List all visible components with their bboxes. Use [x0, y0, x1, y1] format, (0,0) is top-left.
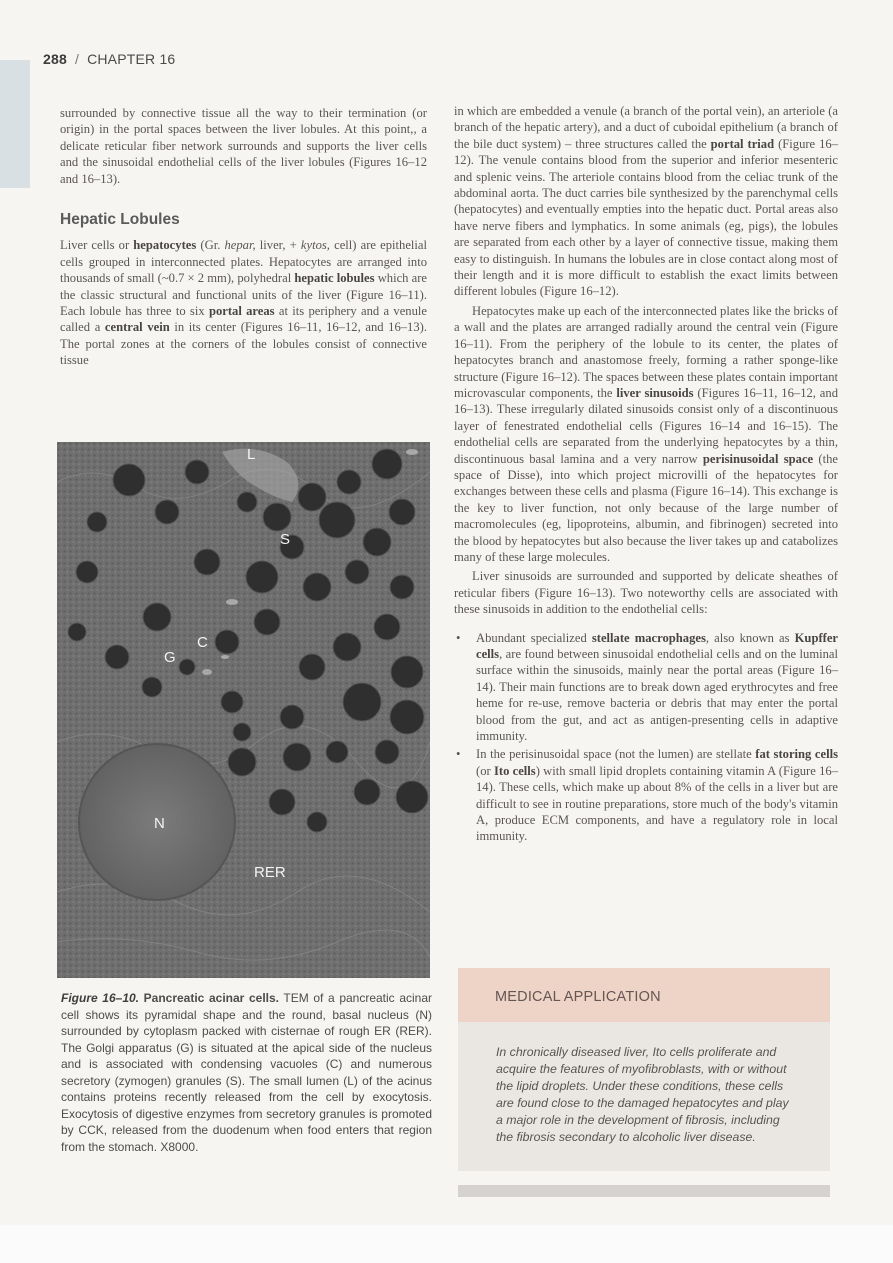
term-stellate-macrophages: stellate macrophages: [591, 630, 706, 645]
figure-caption: [61, 990, 432, 1155]
label-golgi: G: [164, 649, 176, 666]
list-item-kupffer: [454, 630, 838, 745]
text-run: Liver cells or: [60, 238, 134, 253]
term-ito-cells: Ito cells: [493, 763, 536, 778]
list-item-ito: [454, 746, 838, 844]
caption-text: TEM of a pancreatic acinar cell shows its pyramidal shape and the round, basal nucleus (N) surrounded by cytoplasm packed with cisternae of rough ER (RER). The Golgi apparatus (G) is situated at the apical side of the nucleus and is associated with condensing vacuoles (C) and numerous secretory (zymogen) granules (S). The small lumen (L) of the acinus contains proteins recently released from the cell by exocytosis. Exocytosis of digestive enzymes from secretory granules is promoted by CCK, released from the duodenum when food enters that region from the stomach. X8000.: [61, 991, 432, 1154]
box-footer-bar: [458, 1185, 830, 1197]
text-run: (the space of Disse), into which project microvilli of the hepatocytes for exchanges between these cells and plasma (Figure 16–14). This exchange is the key to liver function, not only because of the large number of macromolecules (eg, lipoproteins, albumin, and fibrinogen) secreted into the blood by hepatocytes but also because the liver takes up and catabolizes many of these large molecules.: [454, 451, 838, 564]
text-run: which are the classic structural and functional units of the liver (Figure 16–11). Each lobule has three to six: [60, 271, 428, 319]
tem-micrograph: [57, 442, 430, 978]
text-run: (Figures 16–11, 16–12, and 16–13). These irregularly dilated sinusoids consist only of a discontinuous layer of fenestrated endothelial cells (Figures 16–14 and 16–15). The endothelial cells are separated from the underlying hepatocytes by a thin, discontinuous basal lamina and a very narrow: [454, 385, 838, 466]
section-heading: Hepatic Lobules: [60, 211, 180, 229]
caption-title: Pancreatic acinar cells.: [143, 991, 279, 1005]
intro-paragraph: surrounded by connective tissue all the way to their termination (or origin) in the portal spaces between the liver lobules. At this point,, a delicate reticular fiber network surrounds and supports the liver cells and the sinusoidal endothelial cells of the liver lobules (Figures 16–12 and 16–13).: [60, 106, 427, 186]
medical-application-title: MEDICAL APPLICATION: [458, 968, 830, 1022]
label-condensing-vacuoles: C: [197, 634, 208, 651]
text-run: , also known as: [705, 630, 795, 645]
text-run: , are found between sinusoidal endothelial cells and on the luminal surface within the sinusoids, mainly near the portal areas (Figure 16–14). Their main functions are to break down aged erythrocytes and free heme for re-use, remove bacteria or debris that may enter the portal blood from the gut, and act as antigen-presenting cells in adaptive immunity.: [476, 647, 838, 744]
left-column: [60, 105, 427, 372]
text-run: (Figure 16–12). The venule contains blood from the superior and inferior mesenteric and splenic veins. The arteriole contains blood from the celiac trunk of the abdominal aorta. The duct carries bile synthesized by the parenchymal cells (hepatocytes) and eventually empties into the hepatic duct. Portal areas also have nerve fibers and lymphatics. In some animals (eg, pigs), the lobules are separated from each other by a layer of connective tissue, making them easy to distinguish. In humans the lobules are in close contact along most of their length and it is more difficult to establish the exact limits between different lobules (Figure 16–12).: [454, 136, 838, 299]
term-portal-triad: portal triad: [710, 136, 775, 151]
medical-application-box: [458, 968, 830, 1171]
text-run: in its center (Figures 16–11, 16–12, and 16–13). The portal zones at the corners of the lobules consist of connective tissue: [60, 320, 427, 368]
text-run: liver, +: [255, 238, 301, 253]
text-run: In the perisinusoidal space (not the lumen) are stellate: [476, 747, 756, 762]
text-run: in which are embedded a venule (a branch of the portal vein), an arteriole (a branch of the hepatic artery), and a duct of cuboidal epithelium (a branch of the bile duct system) – three structures called the: [454, 104, 838, 151]
label-rer: RER: [254, 864, 286, 881]
caption-label: Figure 16–10.: [61, 991, 140, 1005]
label-granules: S: [280, 531, 291, 548]
term-hepar: hepar,: [224, 238, 256, 253]
scan-margin: [0, 1225, 893, 1263]
term-central-vein: central vein: [104, 320, 170, 335]
portal-triad-paragraph: [454, 103, 838, 300]
text-run: Abundant specialized: [476, 630, 592, 645]
label-nucleus: N: [154, 815, 165, 832]
chapter-side-tab: [0, 60, 30, 188]
text-run: cell) are epithelial cells grouped in interconnected plates. Hepatocytes are arranged into thousands of small (~0.7 × 2 mm), polyhedral: [60, 238, 427, 286]
cell-type-list: [454, 630, 838, 845]
term-fat-storing-cells: fat storing cells: [755, 747, 839, 762]
text-run: at its periphery and a venule called a: [60, 304, 427, 335]
header-separator: /: [74, 51, 80, 67]
text-run: ) with small lipid droplets containing vitamin A (Figure 16–14). These cells, which make up about 8% of the cells in a liver but are difficult to see in routine preparations, store much of the body's vitamin A, produce ECM components, and have a regulatory role in local immunity.: [476, 763, 838, 844]
bullet-marker: •: [456, 630, 461, 645]
term-perisinusoidal-space: perisinusoidal space: [702, 451, 814, 466]
page-number: 288: [43, 51, 67, 67]
sinusoids-paragraph: [454, 303, 838, 566]
term-kupffer-cells: Kupffer cells: [476, 630, 839, 661]
text-run: (or: [476, 763, 494, 778]
term-liver-sinusoids: liver sinusoids: [616, 385, 694, 400]
text-run: (Gr.: [196, 238, 225, 253]
reticular-paragraph: Liver sinusoids are surrounded and supported by delicate sheathes of reticular fibers (Figure 16–13). Two noteworthy cells are associated with these sinusoids in addition to the endothelial cells:: [454, 569, 838, 617]
chapter-label: CHAPTER 16: [87, 51, 176, 67]
term-hepatocytes: hepatocytes: [133, 238, 197, 253]
term-kytos: kytos,: [300, 238, 330, 253]
right-column: [454, 103, 838, 847]
label-lumen: L: [247, 446, 256, 463]
term-portal-areas: portal areas: [208, 304, 275, 319]
text-run: Hepatocytes make up each of the interconnected plates like the bricks of a wall and the plates are arranged radially around the central vein (Figure 16–11). From the periphery of the lobule to its center, the plates of hepatocytes branch and anastomose freely, forming a rather sponge-like structure (Figure 16–12). The spaces between these plates contain important microvascular components, the: [454, 303, 838, 400]
medical-application-text: In chronically diseased liver, Ito cells proliferate and acquire the features of myofibroblasts, with or without the lipid droplets. Under these conditions, these cells are found close to the damaged hepatocytes and play a major role in the development of fibrosis, including the fibrosis secondary to alcoholic liver disease.: [496, 1045, 789, 1144]
bullet-marker: •: [456, 747, 461, 762]
term-hepatic-lobules: hepatic lobules: [294, 271, 375, 286]
running-header: [43, 51, 175, 67]
micrograph-image: [57, 442, 430, 978]
hepatic-lobules-paragraph: [60, 237, 427, 368]
